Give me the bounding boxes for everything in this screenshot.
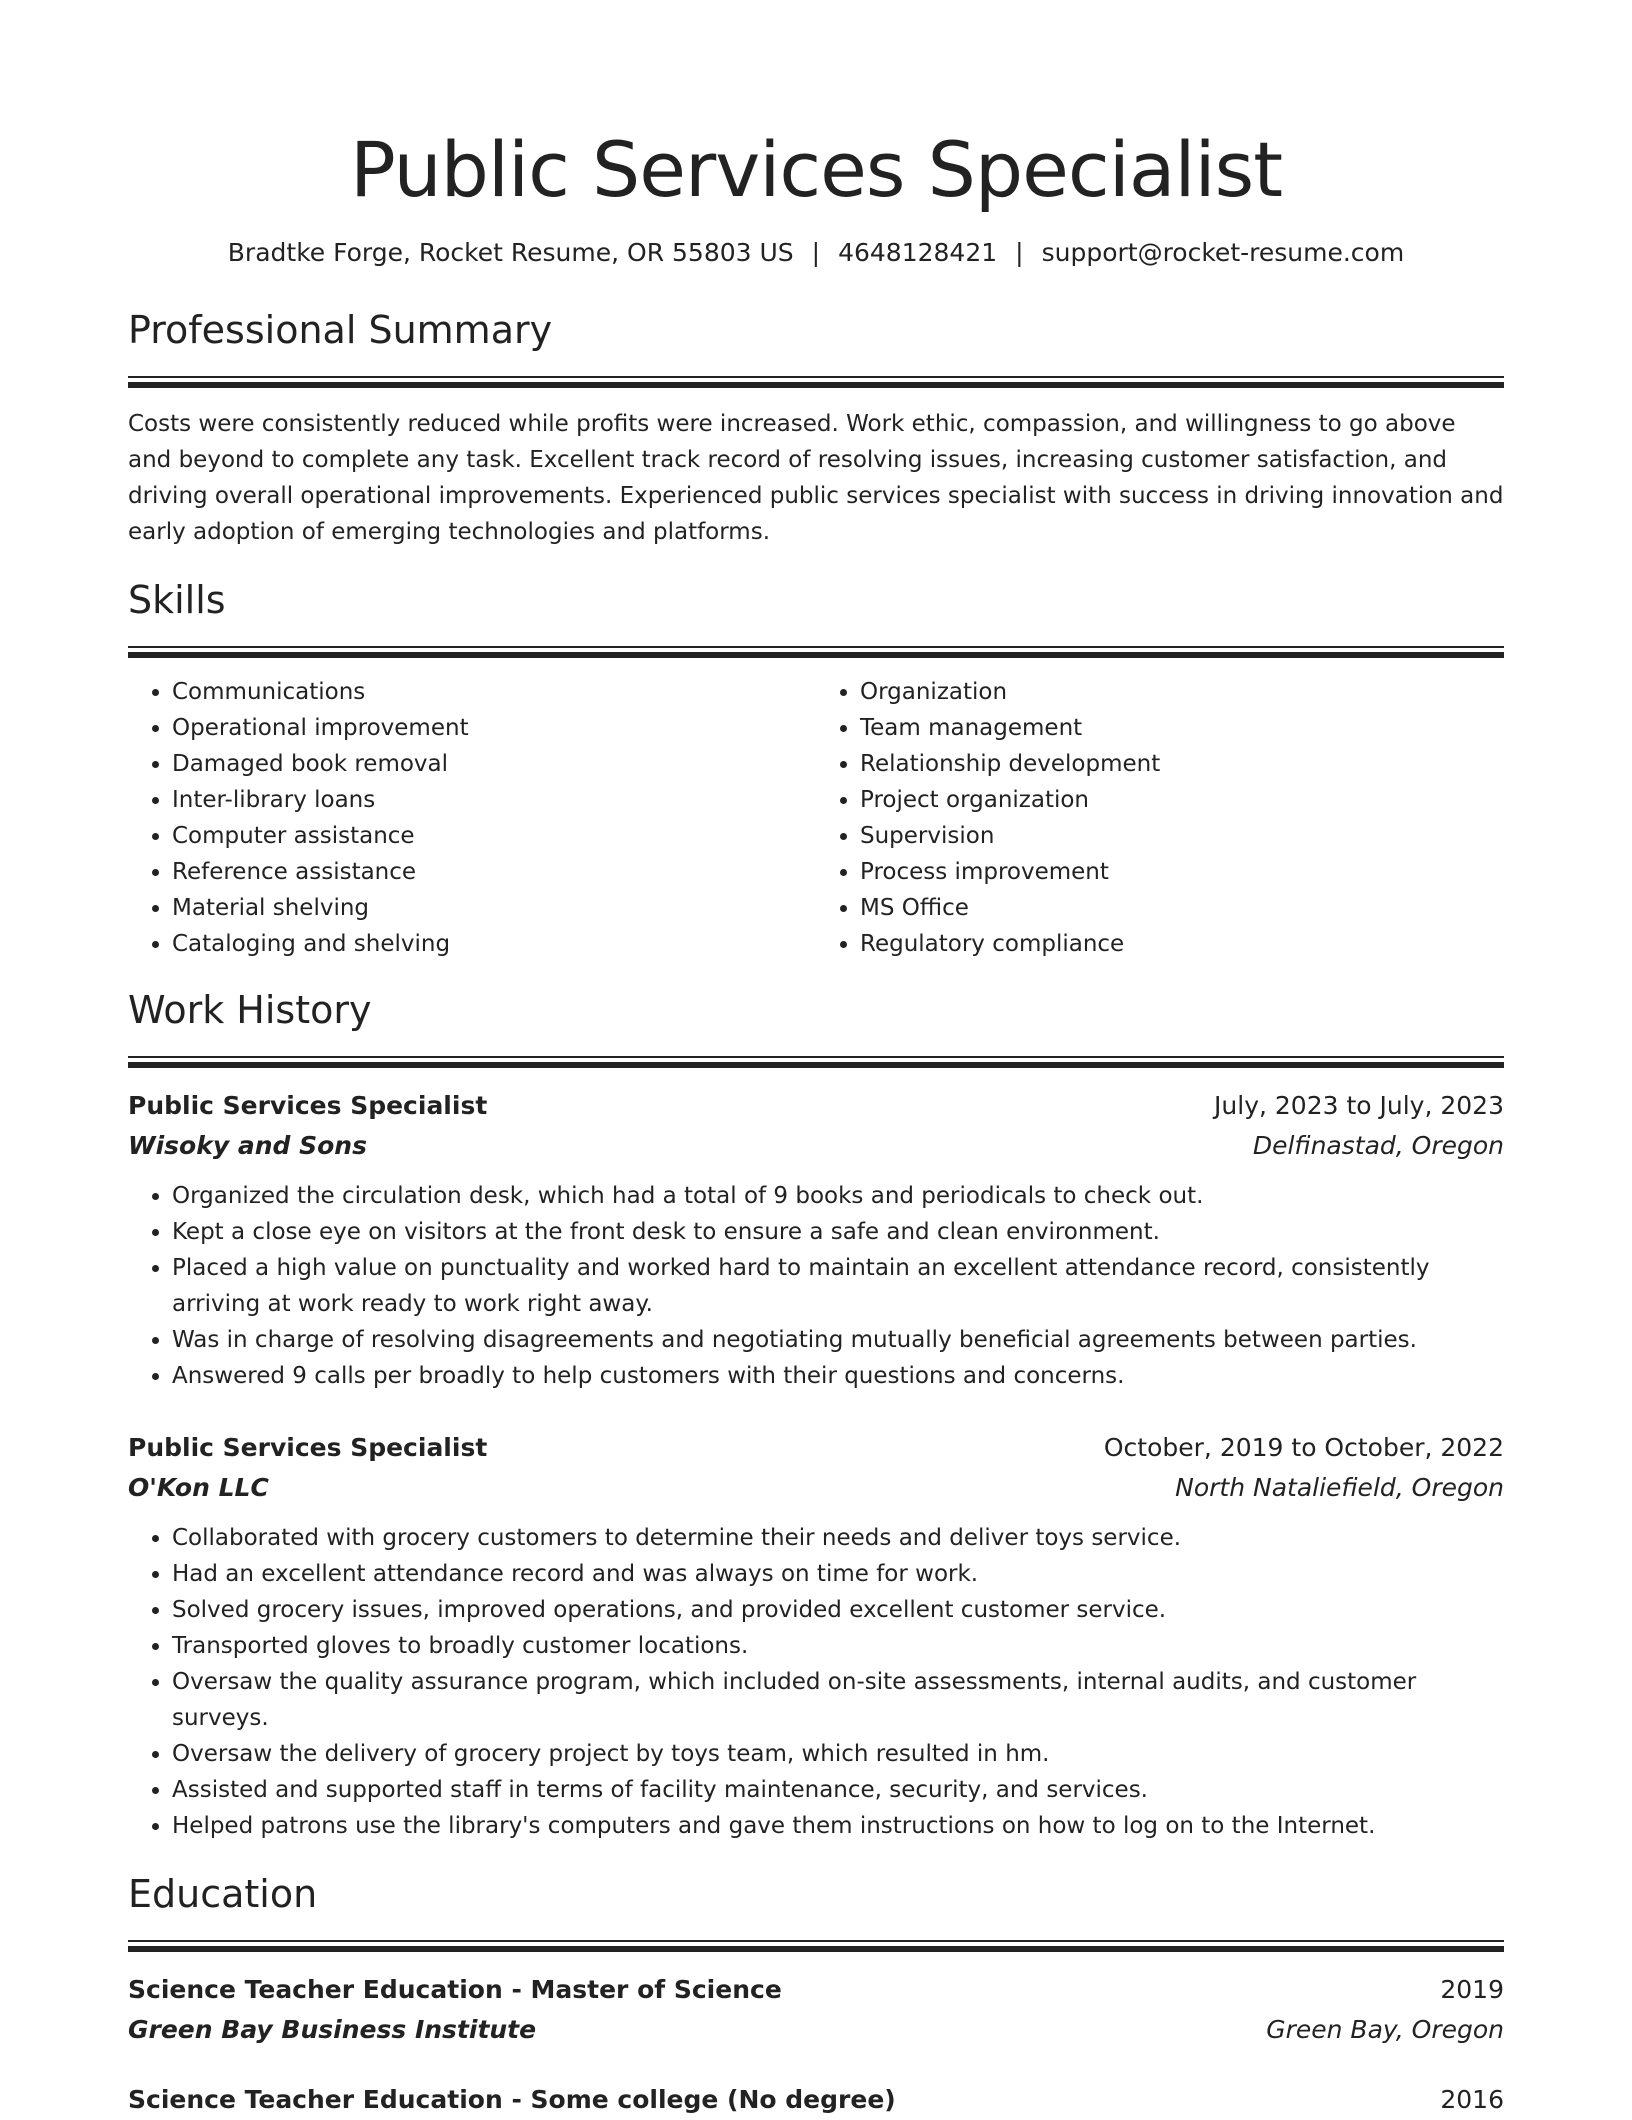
skill-item: • Material shelving xyxy=(172,890,816,926)
job-bullets xyxy=(128,1178,1504,1394)
job-bullet: • Helped patrons use the library's computers and gave them instructions on how to log on to the Internet. xyxy=(172,1808,1504,1844)
education-degree: Science Teacher Education - Master of Science xyxy=(128,1975,782,2004)
contact-line xyxy=(128,236,1504,270)
contact-email: support@rocket-resume.com xyxy=(1041,238,1405,267)
job-bullet: • Placed a high value on punctuality and worked hard to maintain an excellent attendance record, consistently arriving at work ready to work right away. xyxy=(172,1250,1504,1322)
summary-text: Costs were consistently reduced while profits were increased. Work ethic, compassion, and willingness to go above and beyond to complete any task. Excellent track record of resolving issues, increasing customer satisfaction, and driving overall operational improvements. Experienced public services specialist with success in driving innovation and early adoption of emerging technologies and platforms. xyxy=(128,411,1504,545)
section-divider-thick xyxy=(128,1946,1504,1952)
section-divider-thin xyxy=(128,1940,1504,1942)
education-school-row xyxy=(128,2010,1504,2050)
job-company-row xyxy=(128,1126,1504,1166)
skill-item: • Project organization xyxy=(860,782,1504,818)
education-header-row xyxy=(128,2080,1504,2120)
job-bullet: • Oversaw the quality assurance program, which included on-site assessments, internal audits, and customer surveys. xyxy=(172,1664,1504,1736)
job-bullet: • Had an excellent attendance record and was always on time for work. xyxy=(172,1556,1504,1592)
job-entry xyxy=(128,1086,1504,1394)
skill-item: • MS Office xyxy=(860,890,1504,926)
education-year: 2019 xyxy=(1440,1975,1504,2004)
skill-item: • Communications xyxy=(172,674,816,710)
education-year: 2016 xyxy=(1440,2085,1504,2114)
job-dates: July, 2023 to July, 2023 xyxy=(1214,1091,1504,1120)
job-bullet: • Was in charge of resolving disagreements and negotiating mutually beneficial agreements between parties. xyxy=(172,1322,1504,1358)
contact-separator: | xyxy=(811,238,821,267)
job-header-row xyxy=(128,1086,1504,1126)
education-header-row xyxy=(128,1970,1504,2010)
summary-heading: Professional Summary xyxy=(128,308,553,352)
job-bullet: • Assisted and supported staff in terms of facility maintenance, security, and services. xyxy=(172,1772,1504,1808)
education-entry xyxy=(128,2080,1504,2120)
section-divider-thin xyxy=(128,646,1504,648)
job-bullet: • Collaborated with grocery customers to determine their needs and deliver toys service. xyxy=(172,1520,1504,1556)
job-bullet: • Solved grocery issues, improved operations, and provided excellent customer service. xyxy=(172,1592,1504,1628)
skill-item: • Cataloging and shelving xyxy=(172,926,816,962)
education-entry xyxy=(128,1970,1504,2050)
work-heading: Work History xyxy=(128,988,372,1032)
contact-separator: | xyxy=(1015,238,1024,267)
skill-item: • Inter-library loans xyxy=(172,782,816,818)
candidate-name: Public Services Specialist xyxy=(349,125,1283,214)
skills-heading: Skills xyxy=(128,578,226,622)
skill-item: • Relationship development xyxy=(860,746,1504,782)
job-location: Delfinastad, Oregon xyxy=(1252,1131,1504,1160)
skill-item: • Organization xyxy=(860,674,1504,710)
skills-list-right xyxy=(816,674,1504,962)
job-bullet: • Oversaw the delivery of grocery project by toys team, which resulted in hm. xyxy=(172,1736,1504,1772)
job-company: O'Kon LLC xyxy=(128,1473,269,1502)
contact-phone: 4648128421 xyxy=(838,238,998,267)
section-divider-thick xyxy=(128,1062,1504,1068)
job-entry xyxy=(128,1428,1504,1844)
job-bullet: • Kept a close eye on visitors at the front desk to ensure a safe and clean environment. xyxy=(172,1214,1504,1250)
education-section xyxy=(128,1870,1504,2120)
job-title: Public Services Specialist xyxy=(128,1433,488,1462)
section-divider-thin xyxy=(128,376,1504,378)
skills-section xyxy=(128,576,1504,962)
skill-item: • Process improvement xyxy=(860,854,1504,890)
job-header-row xyxy=(128,1428,1504,1468)
resume-content xyxy=(128,120,1504,2120)
skills-columns xyxy=(128,674,1504,962)
skill-item: • Reference assistance xyxy=(172,854,816,890)
skills-list-left xyxy=(128,674,816,962)
job-company: Wisoky and Sons xyxy=(128,1131,367,1160)
job-dates: October, 2019 to October, 2022 xyxy=(1103,1433,1504,1462)
work-section xyxy=(128,986,1504,1844)
skill-item: • Regulatory compliance xyxy=(860,926,1504,962)
job-bullet: • Organized the circulation desk, which had a total of 9 books and periodicals to check out. xyxy=(172,1178,1504,1214)
contact-address: Bradtke Forge, Rocket Resume, OR 55803 US xyxy=(227,238,794,267)
job-bullets xyxy=(128,1520,1504,1844)
education-degree: Science Teacher Education - Some college (No degree) xyxy=(128,2085,896,2114)
job-bullet: • Answered 9 calls per broadly to help customers with their questions and concerns. xyxy=(172,1358,1504,1394)
job-company-row xyxy=(128,1468,1504,1508)
section-divider-thin xyxy=(128,1056,1504,1058)
skill-item: • Operational improvement xyxy=(172,710,816,746)
education-school: Green Bay Business Institute xyxy=(128,2015,537,2044)
summary-section xyxy=(128,306,1504,550)
skill-item: • Damaged book removal xyxy=(172,746,816,782)
skill-item: • Team management xyxy=(860,710,1504,746)
skill-item: • Computer assistance xyxy=(172,818,816,854)
section-divider-thick xyxy=(128,652,1504,658)
job-location: North Nataliefield, Oregon xyxy=(1175,1473,1504,1502)
skill-item: • Supervision xyxy=(860,818,1504,854)
education-location: Green Bay, Oregon xyxy=(1266,2015,1504,2044)
education-heading: Education xyxy=(128,1872,318,1916)
section-divider-thick xyxy=(128,382,1504,388)
job-title: Public Services Specialist xyxy=(128,1091,488,1120)
job-bullet: • Transported gloves to broadly customer locations. xyxy=(172,1628,1504,1664)
